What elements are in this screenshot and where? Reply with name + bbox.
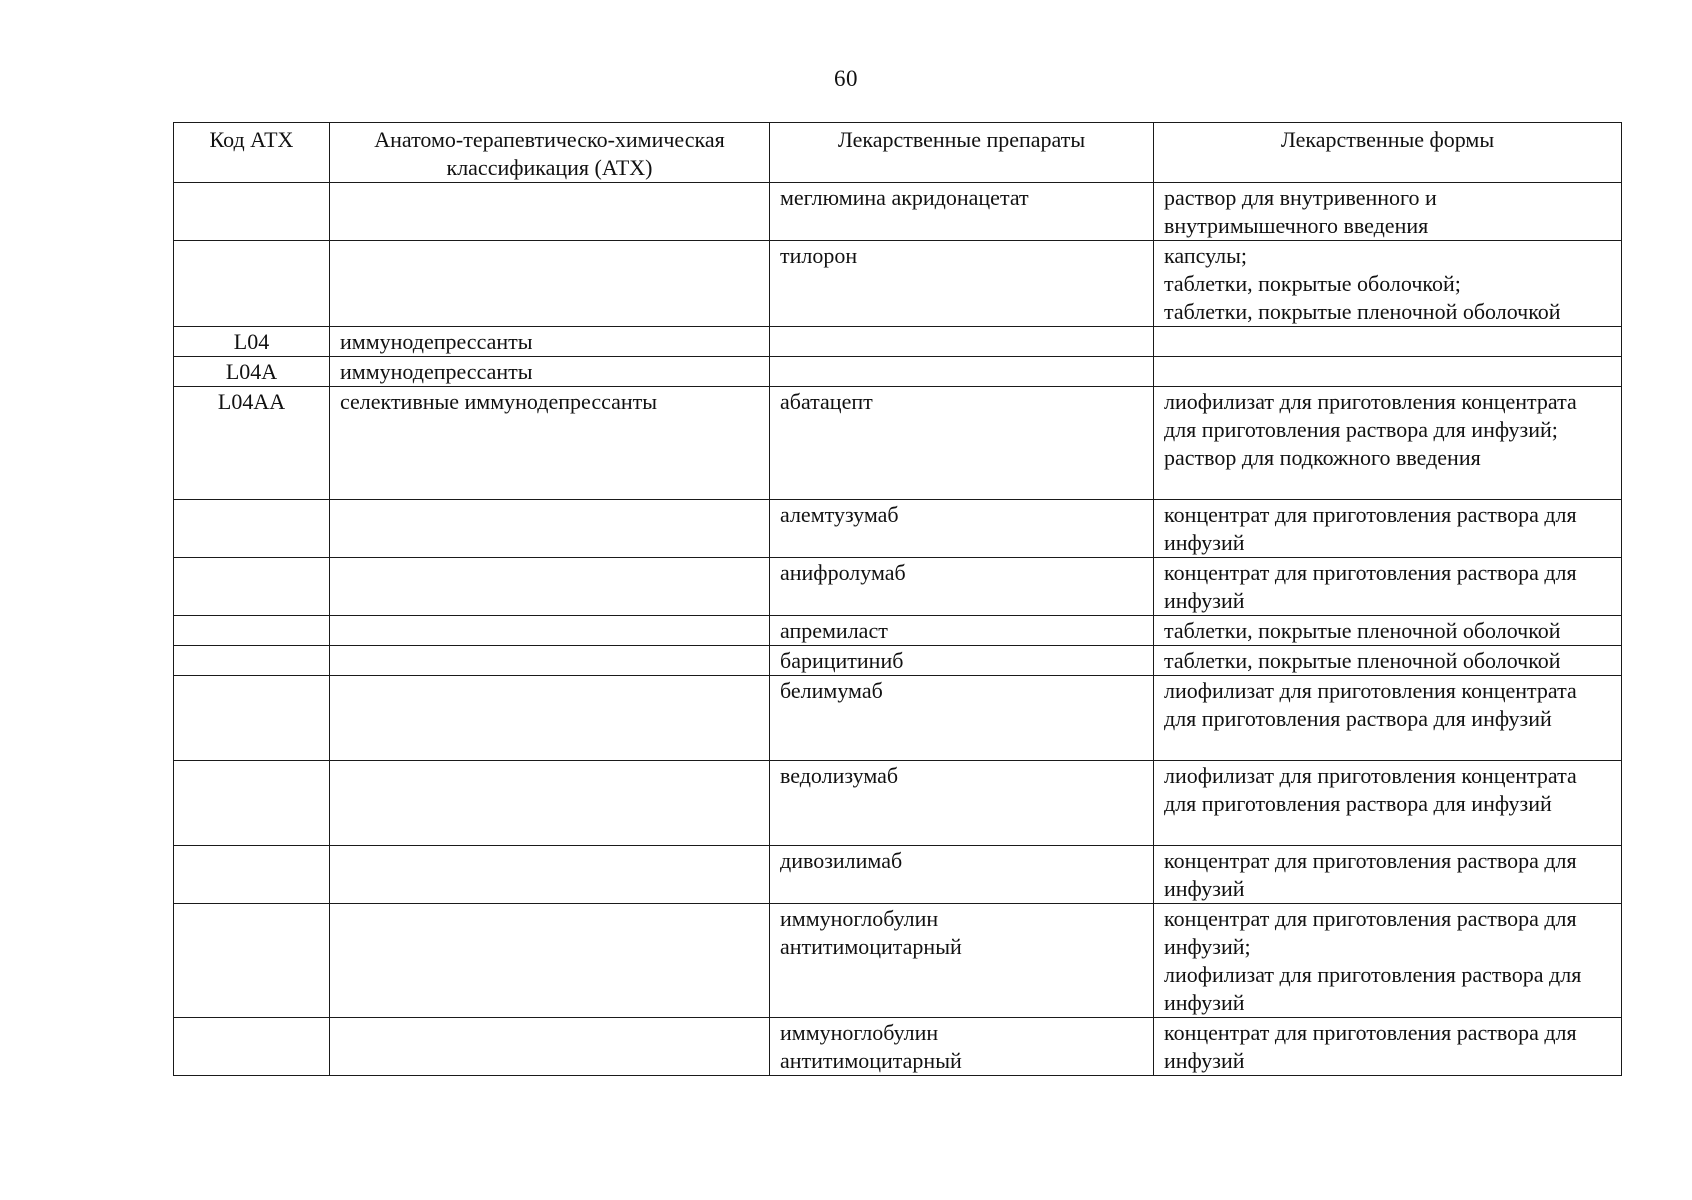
forms-cell: лиофилизат для приготовления концентрата для приготовления раствора для инфузий (1154, 761, 1622, 846)
drug-cell (770, 357, 1154, 387)
page-number: 60 (834, 66, 858, 91)
atx-code-cell (174, 500, 330, 558)
classification-cell (330, 183, 770, 241)
table-row (174, 646, 1622, 676)
classification-cell (330, 1018, 770, 1076)
classification-cell (330, 904, 770, 1018)
classification-cell (330, 616, 770, 646)
classification-cell (330, 500, 770, 558)
header-atx-code: Код АТХ (174, 123, 330, 183)
atx-code-cell (174, 558, 330, 616)
atx-code-cell (174, 761, 330, 846)
table-row (174, 357, 1622, 387)
atx-code-cell (174, 183, 330, 241)
atx-code-cell (174, 646, 330, 676)
forms-cell: концентрат для приготовления раствора для инфузий (1154, 558, 1622, 616)
table-row (174, 1018, 1622, 1076)
classification-cell (330, 761, 770, 846)
drug-cell: апремиласт (770, 616, 1154, 646)
atx-code-cell (174, 1018, 330, 1076)
classification-cell (330, 676, 770, 761)
drug-cell: меглюмина акридонацетат (770, 183, 1154, 241)
drug-cell: анифролумаб (770, 558, 1154, 616)
table-row (174, 558, 1622, 616)
drug-cell (770, 327, 1154, 357)
atx-code-cell: L04 (174, 327, 330, 357)
forms-cell: концентрат для приготовления раствора для инфузий (1154, 500, 1622, 558)
forms-cell (1154, 327, 1622, 357)
header-row (174, 123, 1622, 183)
classification-cell (330, 646, 770, 676)
table-row (174, 846, 1622, 904)
drug-cell: иммуноглобулин антитимоцитарный (770, 904, 1154, 1018)
table-row (174, 387, 1622, 500)
atx-code-cell: L04AA (174, 387, 330, 500)
table-row (174, 500, 1622, 558)
classification-cell: селективные иммунодепрессанты (330, 387, 770, 500)
classification-cell (330, 241, 770, 327)
classification-cell (330, 846, 770, 904)
classification-cell (330, 558, 770, 616)
header-dosage-forms: Лекарственные формы (1154, 123, 1622, 183)
table-row (174, 241, 1622, 327)
forms-cell: раствор для внутривенного и внутримышечного введения (1154, 183, 1622, 241)
forms-cell: лиофилизат для приготовления концентрата для приготовления раствора для инфузий; раствор для подкожного введения (1154, 387, 1622, 500)
drug-cell: барицитиниб (770, 646, 1154, 676)
drug-cell: дивозилимаб (770, 846, 1154, 904)
table-row (174, 183, 1622, 241)
atx-code-cell (174, 616, 330, 646)
classification-cell: иммунодепрессанты (330, 357, 770, 387)
forms-cell: концентрат для приготовления раствора для инфузий (1154, 846, 1622, 904)
table-row (174, 676, 1622, 761)
forms-cell: капсулы; таблетки, покрытые оболочкой; таблетки, покрытые пленочной оболочкой (1154, 241, 1622, 327)
forms-cell: таблетки, покрытые пленочной оболочкой (1154, 616, 1622, 646)
drug-cell: ведолизумаб (770, 761, 1154, 846)
atx-code-cell (174, 241, 330, 327)
drug-cell: абатацепт (770, 387, 1154, 500)
atx-code-cell (174, 904, 330, 1018)
forms-cell: концентрат для приготовления раствора для инфузий (1154, 1018, 1622, 1076)
table-row (174, 616, 1622, 646)
atx-code-cell: L04A (174, 357, 330, 387)
table-row (174, 904, 1622, 1018)
classification-cell: иммунодепрессанты (330, 327, 770, 357)
drug-cell: тилорон (770, 241, 1154, 327)
table-row (174, 761, 1622, 846)
forms-cell: таблетки, покрытые пленочной оболочкой (1154, 646, 1622, 676)
drug-cell: алемтузумаб (770, 500, 1154, 558)
forms-cell (1154, 357, 1622, 387)
table-header (174, 123, 1622, 183)
forms-cell: концентрат для приготовления раствора для инфузий; лиофилизат для приготовления раствора для инфузий (1154, 904, 1622, 1018)
header-atx-classification: Анатомо-терапевтическо-химическая классификация (АТХ) (330, 123, 770, 183)
header-drugs: Лекарственные препараты (770, 123, 1154, 183)
drug-cell: иммуноглобулин антитимоцитарный (770, 1018, 1154, 1076)
table-body (174, 183, 1622, 1076)
atx-code-cell (174, 846, 330, 904)
forms-cell: лиофилизат для приготовления концентрата для приготовления раствора для инфузий (1154, 676, 1622, 761)
drug-cell: белимумаб (770, 676, 1154, 761)
table-row (174, 327, 1622, 357)
atx-drug-table (173, 122, 1622, 1076)
atx-code-cell (174, 676, 330, 761)
